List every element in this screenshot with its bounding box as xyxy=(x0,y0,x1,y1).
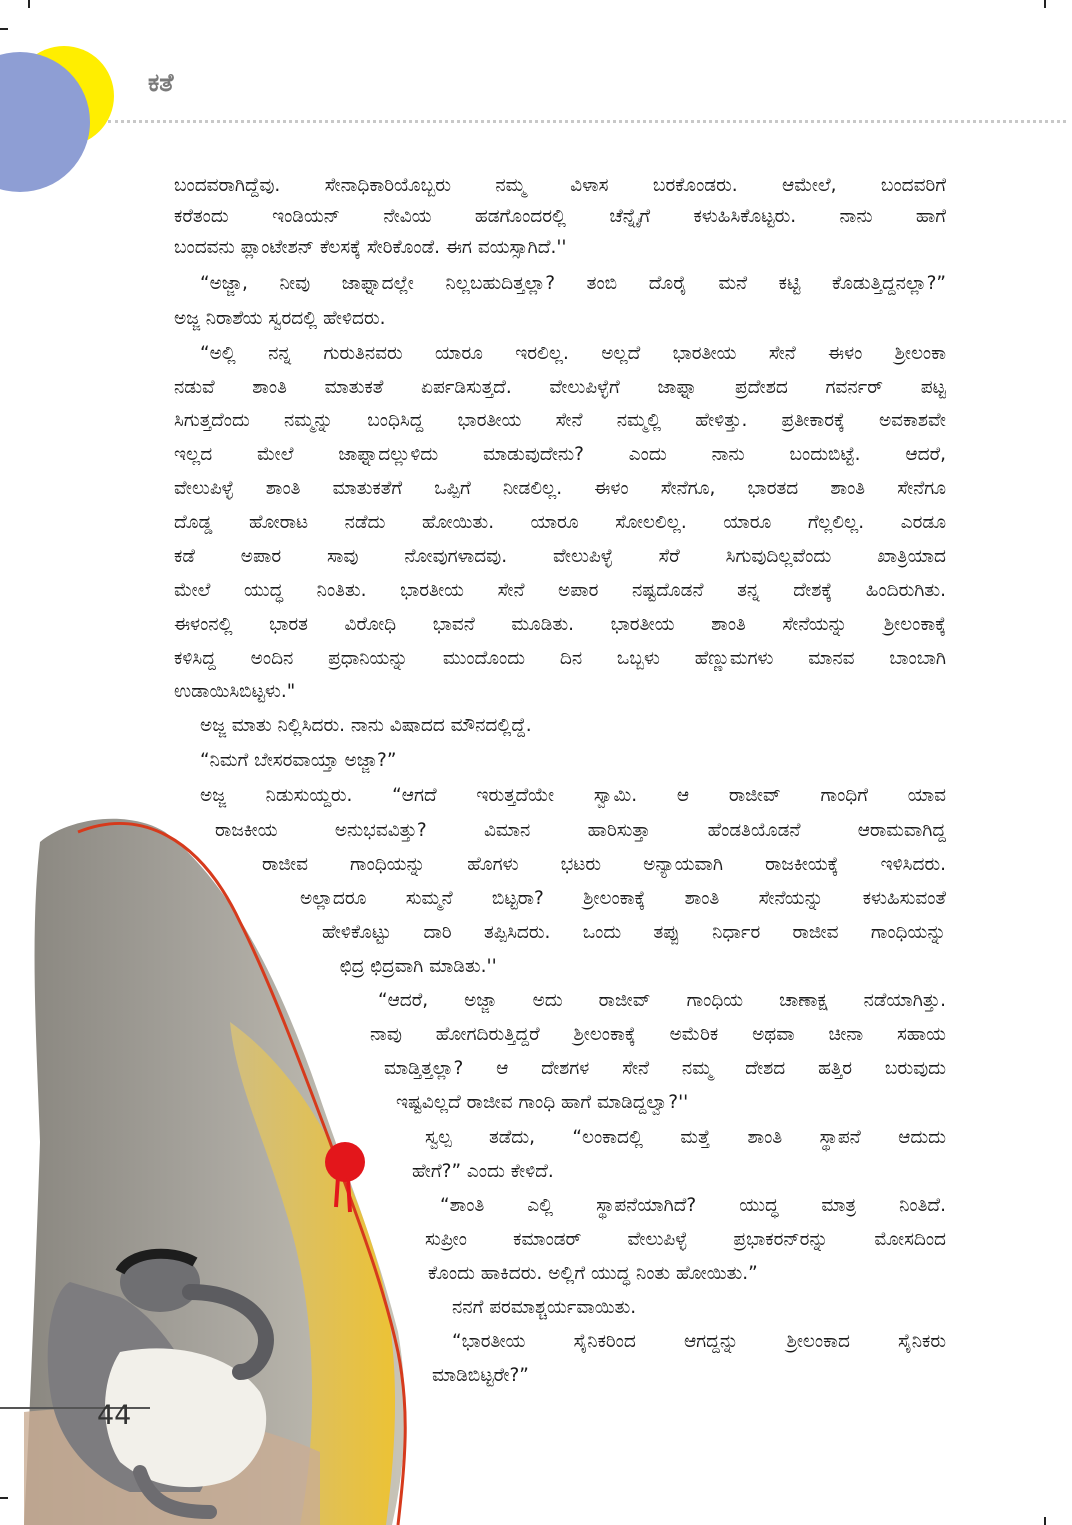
text-line: ಬಂದವನು ಪ್ಲಾಂಟೇಶನ್ ಕೆಲಸಕ್ಕೆ ಸೇರಿಕೊಂಡೆ. ಈಗ ವಯಸ್ಸಾಗಿದೆ.'' xyxy=(174,237,567,258)
text-line: ಕಡೆ ಅಪಾರ ಸಾವು ನೋವುಗಳಾದವು. ವೇಲುಪಿಳ್ಳೆ ಸೆರೆ ಸಿಗುವುದಿಲ್ಲವೆಂದು ಖಾತ್ರಿಯಾದ xyxy=(174,546,946,567)
text-line: ಇಷ್ಟವಿಲ್ಲದೆ ರಾಜೀವ ಗಾಂಧಿ ಹಾಗೆ ಮಾಡಿದ್ದಲ್ವಾ?'' xyxy=(396,1092,689,1113)
text-line: ಉಡಾಯಿಸಿಬಿಟ್ಟಳು." xyxy=(174,681,296,702)
text-line: ನಡುವೆ ಶಾಂತಿ ಮಾತುಕತೆ ಏರ್ಪಡಿಸುತ್ತದೆ. ವೇಲುಪಿಳ್ಳೆಗೆ ಜಾಫ್ನಾ ಪ್ರದೇಶದ ಗವರ್ನರ್ ಪಟ್ಟ xyxy=(174,377,946,398)
text-line: ರಾಜಕೀಯ ಅನುಭವವಿತ್ತು? ವಿಮಾನ ಹಾರಿಸುತ್ತಾ ಹೆಂಡತಿಯೊಡನೆ ಆರಾಮವಾಗಿದ್ದ xyxy=(215,820,946,841)
text-line: ಮಾಡ್ತಿತ್ತಲ್ಲಾ? ಆ ದೇಶಗಳ ಸೇನೆ ನಮ್ಮ ದೇಶದ ಹತ್ತಿರ ಬರುವುದು xyxy=(384,1058,946,1079)
text-line: “ಭಾರತೀಯ ಸೈನಿಕರಿಂದ ಆಗದ್ದನ್ನು ಶ್ರೀಲಂಕಾದ ಸೈನಿಕರು xyxy=(452,1331,946,1352)
text-line: ರಾಜೀವ ಗಾಂಧಿಯನ್ನು ಹೊಗಳು ಭಟರು ಅನ್ಯಾಯವಾಗಿ ರಾಜಕೀಯಕ್ಕೆ ಇಳಿಸಿದರು. xyxy=(262,854,946,875)
text-line: ಅಜ್ಜ ನಿಡುಸುಯ್ದರು. “ಆಗದೆ ಇರುತ್ತದೆಯೇ ಸ್ವಾಮಿ. ಆ ರಾಜೀವ್ ಗಾಂಧಿಗೆ ಯಾವ xyxy=(200,785,946,806)
text-line: ಕರೆತಂದು ಇಂಡಿಯನ್ ನೇವಿಯ ಹಡಗೊಂದರಲ್ಲಿ ಚೆನ್ನೈಗೆ ಕಳುಹಿಸಿಕೊಟ್ಟರು. ನಾನು ಹಾಗೆ xyxy=(174,206,946,227)
text-line: ಸುಪ್ರೀಂ ಕಮಾಂಡರ್ ವೇಲುಪಿಳ್ಳೆ ಪ್ರಭಾಕರನ್‌ರನ್ನು ಮೋಸದಿಂದ xyxy=(425,1229,946,1250)
text-line: ಛಿದ್ರ ಛಿದ್ರವಾಗಿ ಮಾಡಿತು.'' xyxy=(340,956,497,977)
text-line: “ಅಜ್ಜಾ, ನೀವು ಜಾಫ್ನಾದಲ್ಲೇ ನಿಲ್ಲಬಹುದಿತ್ತಲ್ಲಾ? ತಂಬಿ ದೊರೈ ಮನೆ ಕಟ್ಟಿ ಕೊಡುತ್ತಿದ್ದನಲ್ಲಾ?” xyxy=(200,273,946,294)
text-line: “ಶಾಂತಿ ಎಲ್ಲಿ ಸ್ಥಾಪನೆಯಾಗಿದೆ? ಯುದ್ಧ ಮಾತ್ರ ನಿಂತಿದೆ. xyxy=(440,1195,946,1216)
text-line: ನಾವು ಹೋಗದಿರುತ್ತಿದ್ದರೆ ಶ್ರೀಲಂಕಾಕ್ಕೆ ಅಮೆರಿಕ ಅಥವಾ ಚೀನಾ ಸಹಾಯ xyxy=(370,1024,946,1045)
text-line: ಅಜ್ಜ ಮಾತು ನಿಲ್ಲಿಸಿದರು. ನಾನು ವಿಷಾದದ ಮೌನದಲ್ಲಿದ್ದೆ. xyxy=(200,715,532,736)
page-number: 44 xyxy=(97,1400,132,1431)
text-line: ಇಲ್ಲದ ಮೇಲೆ ಜಾಫ್ನಾದಲ್ಲುಳಿದು ಮಾಡುವುದೇನು? ಎಂದು ನಾನು ಬಂದುಬಿಟ್ಟೆ. ಆದರೆ, xyxy=(174,444,946,465)
header-circles-decoration xyxy=(0,0,130,210)
crop-mark-top-right xyxy=(1044,0,1046,8)
text-line: ಹೇಗೆ?” ಎಂದು ಕೇಳಿದೆ. xyxy=(412,1161,554,1182)
text-line: ಹೇಳಿಕೊಟ್ಟು ದಾರಿ ತಪ್ಪಿಸಿದರು. ಒಂದು ತಪ್ಪು ನಿರ್ಧಾರ ರಾಜೀವ ಗಾಂಧಿಯನ್ನು xyxy=(322,922,946,943)
text-line: ಸ್ವಲ್ಪ ತಡೆದು, “ಲಂಕಾದಲ್ಲಿ ಮತ್ತೆ ಶಾಂತಿ ಸ್ಥಾಪನೆ ಆದುದು xyxy=(425,1127,946,1148)
text-line: ಕೊಂದು ಹಾಕಿದರು. ಅಲ್ಲಿಗೆ ಯುದ್ಧ ನಿಂತು ಹೋಯಿತು.” xyxy=(428,1263,758,1284)
text-line: “ಅಲ್ಲಿ ನನ್ನ ಗುರುತಿನವರು ಯಾರೂ ಇರಲಿಲ್ಲ. ಅಲ್ಲದೆ ಭಾರತೀಯ ಸೇನೆ ಈಳಂ ಶ್ರೀಲಂಕಾ xyxy=(200,343,946,364)
text-line: ಬಂದವರಾಗಿದ್ದೆವು. ಸೇನಾಧಿಕಾರಿಯೊಬ್ಬರು ನಮ್ಮ ವಿಳಾಸ ಬರಕೊಂಡರು. ಆಮೇಲೆ, ಬಂದವರಿಗೆ xyxy=(174,175,946,196)
header-dotted-rule xyxy=(108,120,1066,123)
text-line: ಸಿಗುತ್ತದೆಂದು ನಮ್ಮನ್ನು ಬಂಧಿಸಿದ್ದ ಭಾರತೀಯ ಸೇನೆ ನಮ್ಮಲ್ಲಿ ಹೇಳಿತ್ತು. ಪ್ರತೀಕಾರಕ್ಕೆ ಅವಕಾಶವೇ xyxy=(174,410,946,431)
text-line: “ನಿಮಗೆ ಬೇಸರವಾಯ್ತಾ ಅಜ್ಜಾ?” xyxy=(200,750,397,771)
text-line: ಅಜ್ಜ ನಿರಾಶೆಯ ಸ್ವರದಲ್ಲಿ ಹೇಳಿದರು. xyxy=(174,308,386,329)
text-line: ಕಳಿಸಿದ್ದ ಅಂದಿನ ಪ್ರಧಾನಿಯನ್ನು ಮುಂದೊಂದು ದಿನ ಒಬ್ಬಳು ಹೆಣ್ಣುಮಗಳು ಮಾನವ ಬಾಂಬಾಗಿ xyxy=(174,648,946,669)
text-line: “ಆದರೆ, ಅಜ್ಜಾ ಅದು ರಾಜೀವ್ ಗಾಂಧಿಯ ಚಾಣಾಕ್ಷ ನಡೆಯಾಗಿತ್ತು. xyxy=(378,990,946,1011)
text-line: ವೇಲುಪಿಳ್ಳೆ ಶಾಂತಿ ಮಾತುಕತೆಗೆ ಒಪ್ಪಿಗೆ ನೀಡಲಿಲ್ಲ. ಈಳಂ ಸೇನೆಗೂ, ಭಾರತದ ಶಾಂತಿ ಸೇನೆಗೂ xyxy=(174,478,946,499)
text-line: ಈಳಂನಲ್ಲಿ ಭಾರತ ವಿರೋಧಿ ಭಾವನೆ ಮೂಡಿತು. ಭಾರತೀಯ ಶಾಂತಿ ಸೇನೆಯನ್ನು ಶ್ರೀಲಂಕಾಕ್ಕೆ xyxy=(174,614,946,635)
text-line: ನನಗೆ ಪರಮಾಶ್ಚರ್ಯವಾಯಿತು. xyxy=(452,1297,637,1318)
text-line: ಮೇಲೆ ಯುದ್ಧ ನಿಂತಿತು. ಭಾರತೀಯ ಸೇನೆ ಅಪಾರ ನಷ್ಟದೊಡನೆ ತನ್ನ ದೇಶಕ್ಕೆ ಹಿಂದಿರುಗಿತು. xyxy=(174,580,946,601)
crop-mark-bottom-right xyxy=(1044,1517,1046,1525)
section-label: ಕತೆ xyxy=(148,68,174,97)
text-line: ದೊಡ್ಡ ಹೋರಾಟ ನಡೆದು ಹೋಯಿತು. ಯಾರೂ ಸೋಲಲಿಲ್ಲ. ಯಾರೂ ಗೆಲ್ಲಲಿಲ್ಲ. ಎರಡೂ xyxy=(174,512,946,533)
text-line: ಮಾಡಿಬಿಟ್ಟರೇ?” xyxy=(432,1365,529,1386)
text-line: ಅಲ್ಲಾದರೂ ಸುಮ್ಮನೆ ಬಿಟ್ಟರಾ? ಶ್ರೀಲಂಕಾಕ್ಕೆ ಶಾಂತಿ ಸೇನೆಯನ್ನು ಕಳುಹಿಸುವಂತೆ xyxy=(300,888,946,909)
